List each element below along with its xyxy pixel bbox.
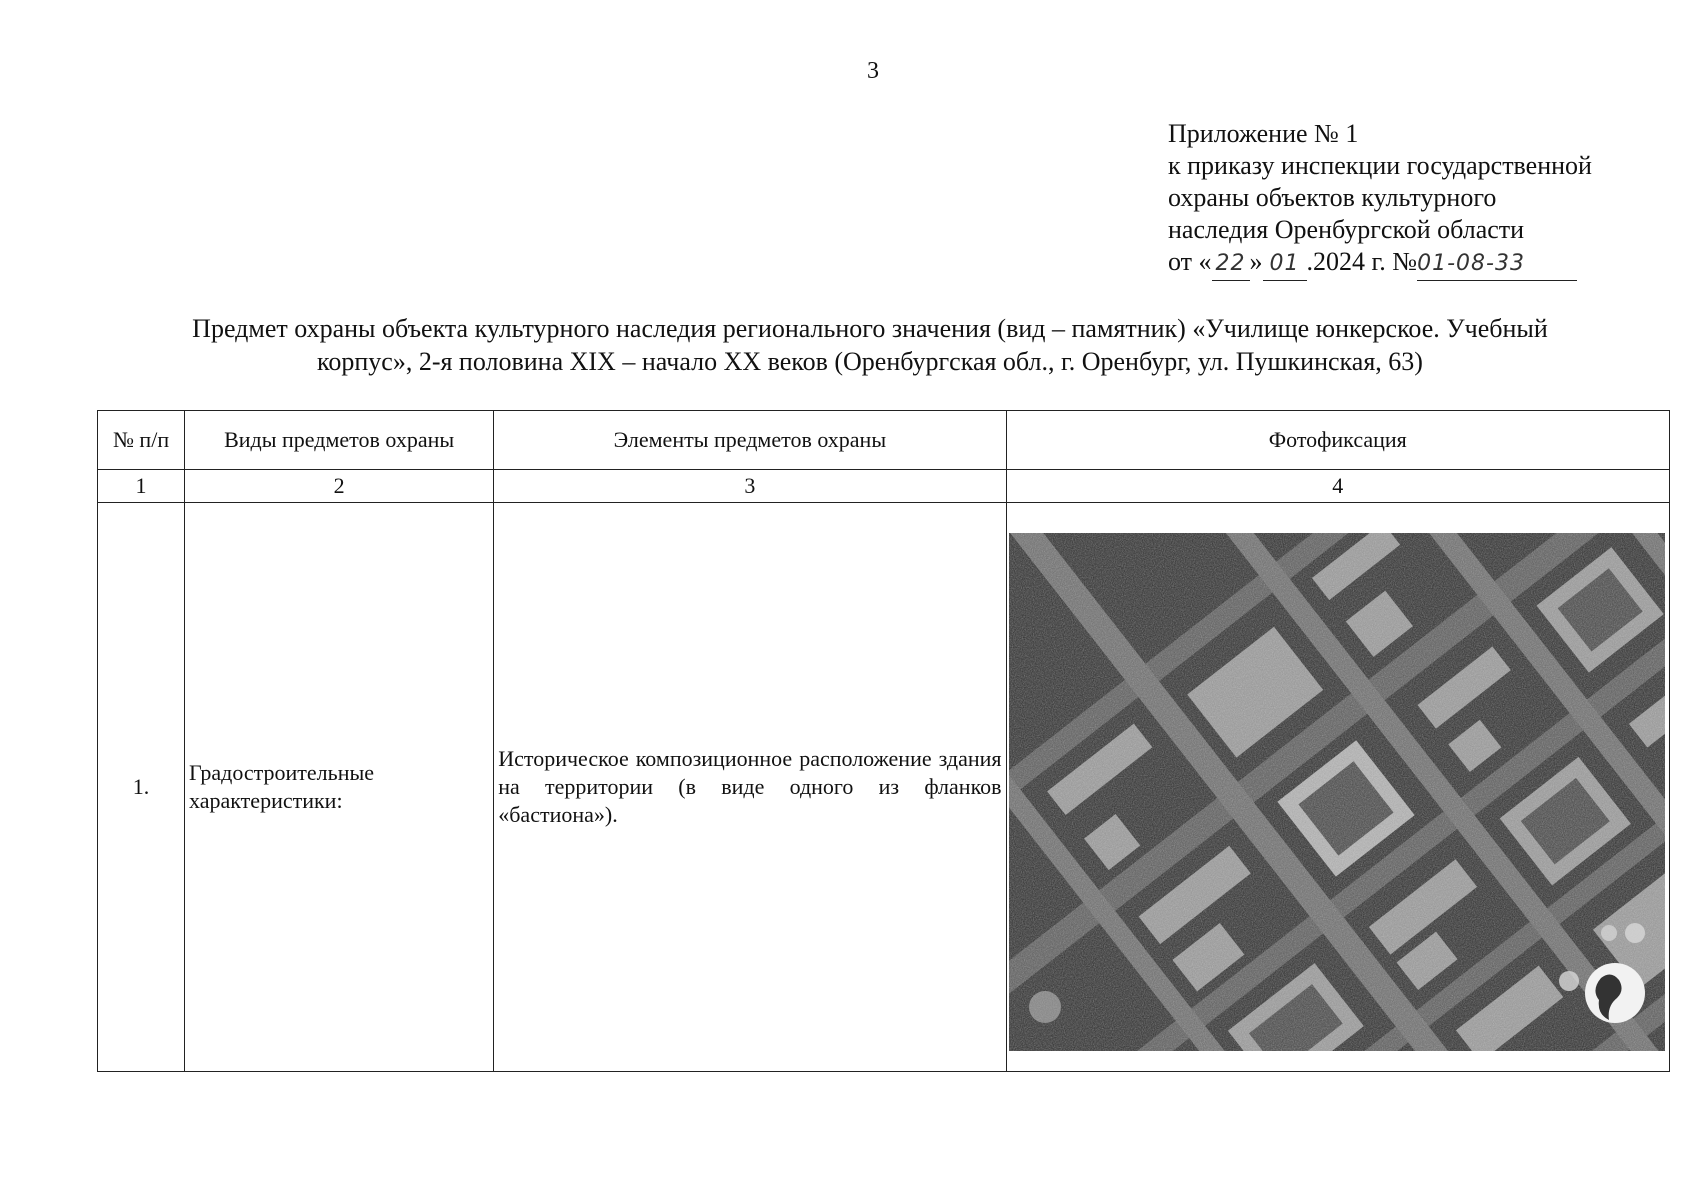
row-number: 1. (98, 503, 185, 1072)
header-photo: Фотофиксация (1006, 411, 1669, 470)
title-line-1: Предмет охраны объекта культурного наследия регионального значения (вид – памятник) «Училище юнкерское. Учебный (192, 314, 1548, 343)
appendix-line-3: охраны объектов культурного (1168, 183, 1497, 212)
appendix-line-4: наследия Оренбургской области (1168, 215, 1525, 244)
table-row (98, 503, 1670, 1072)
date-year: .2024 г. № (1306, 247, 1418, 276)
date-month: 01 (1263, 248, 1307, 281)
header-number: № п/п (98, 411, 185, 470)
aerial-satellite-photo (1009, 533, 1665, 1051)
appendix-line-2: к приказу инспекции государственной (1168, 151, 1592, 180)
appendix-title: Приложение № 1 (1168, 119, 1359, 148)
column-number-row (98, 470, 1670, 503)
column-number-4: 4 (1006, 470, 1669, 503)
header-types: Виды предметов охраны (185, 411, 494, 470)
column-number-3: 3 (494, 470, 1006, 503)
date-mid: » (1249, 247, 1263, 276)
page-number: 3 (867, 58, 879, 84)
protection-table (97, 410, 1670, 1072)
date-day: 22 (1212, 248, 1250, 281)
document-title (110, 312, 1630, 378)
order-number: 01-08-33 (1417, 248, 1577, 281)
header-elements: Элементы предметов охраны (494, 411, 1006, 470)
date-prefix: от « (1168, 247, 1212, 276)
appendix-date-line (1168, 246, 1648, 281)
appendix-block (1168, 118, 1648, 281)
table-header-row (98, 411, 1670, 470)
row-elements: Историческое композиционное расположение здания на территории (в виде одного из фланков «бастиона»). (494, 503, 1006, 1072)
column-number-1: 1 (98, 470, 185, 503)
title-line-2: корпус», 2-я половина XIX – начало XX веков (Оренбургская обл., г. Оренбург, ул. Пушкинская, 63) (317, 347, 1423, 376)
row-photo-cell (1006, 503, 1669, 1072)
column-number-2: 2 (185, 470, 494, 503)
row-type: Градостроительные характеристики: (185, 503, 494, 1072)
